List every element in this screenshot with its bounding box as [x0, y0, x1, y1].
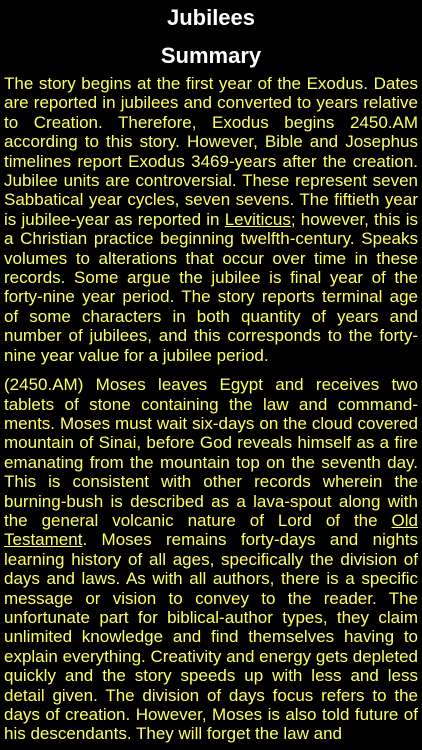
paragraph-1-text-end: ; however, this is a Christian practice beginning twelfth-century. Speaks volumes to alterations that occur over time in these records. Some argue the jubilee is final year of the forty-nine year period. The story reports terminal age of some characters in both quantity of years and number of jubilees, and this corresponds to the forty-nine year value for a jubilee period.: [4, 209, 418, 365]
summary-paragraph-2: [4, 375, 418, 744]
paragraph-1-text-start: The story begins at the first year of the Exodus. Dates are reported in jubilees and converted to years relative to Creation. Therefore, Exodus begins 2450.AM according to this story. However, Bible and Josephus timelines report Exodus 3469-years after the creation. Jubilee units are controversial. These represent seven Sabbatical year cycles, seven sevens. The fiftieth year is jubilee-year as reported in: [4, 74, 418, 229]
paragraph-2-text-start: (2450.AM) Moses leaves Egypt and receives two tablets of stone containing the law and command-ments. Moses must wait six-days on the cloud covered mountain of Sinai, before God reveals himself as a fire emanating from the mountain top on the seventh day. This is consistent with other records wherein the burning-bush is described as a lava-spout along with the general volcanic nature of Lord of the: [4, 375, 418, 530]
section-subtitle: Summary: [160, 43, 262, 68]
old-testament-link[interactable]: Old Testament: [4, 510, 418, 550]
page-title: Jubilees: [166, 5, 256, 30]
summary-paragraph-1: [4, 74, 418, 365]
leviticus-link[interactable]: Leviticus: [224, 209, 291, 229]
paragraph-2-text-end: . Moses remains forty-days and nights learning history of all ages, specifically the division of days and laws. As with all authors, there is a specific message or vision to convey to the reader. The unfortunate part for biblical-author types, they claim unlimited knowledge and find themselves having to explain everything. Creativity and energy gets depleted quickly and the story speeds up with less and less detail given. The division of days focus refers to the days of creation. However, Moses is also told future of his descendants. They will forget the law and: [4, 530, 418, 744]
